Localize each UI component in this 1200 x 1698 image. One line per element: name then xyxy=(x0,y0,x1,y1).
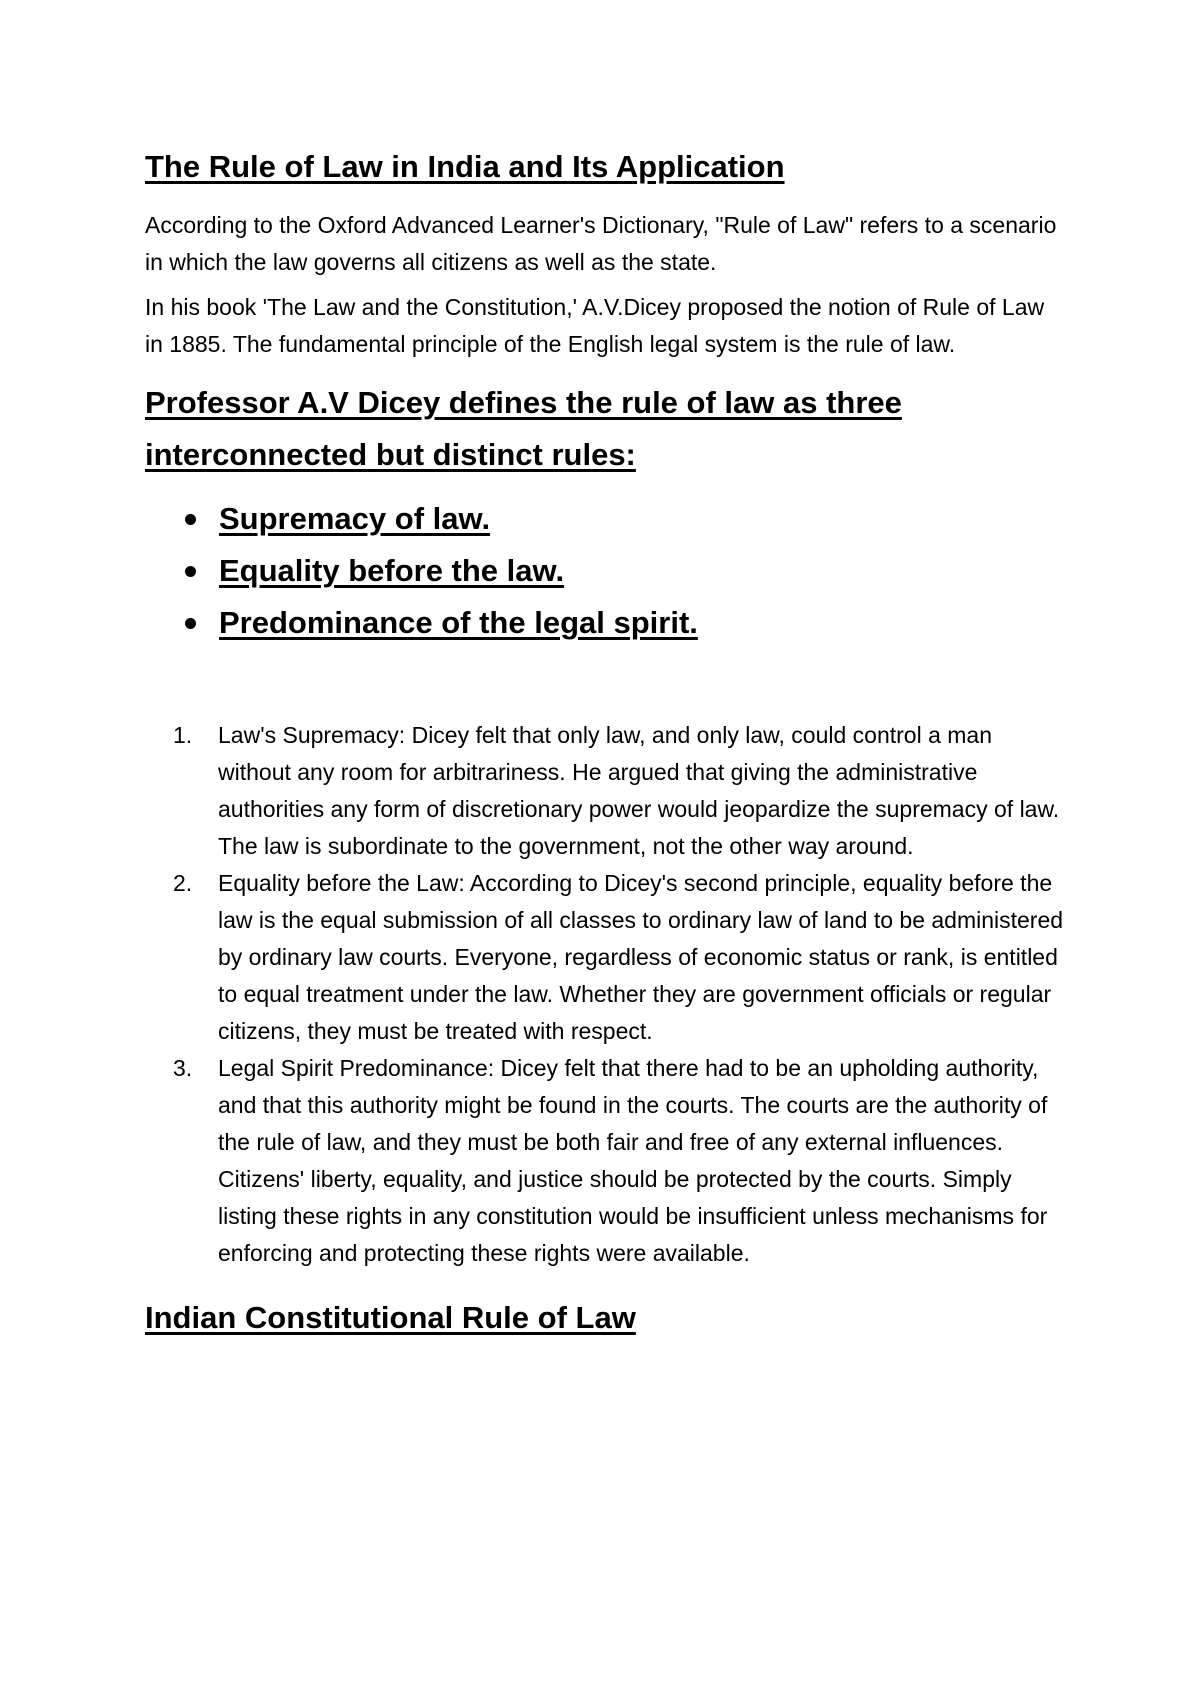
numbered-item xyxy=(173,865,1065,1050)
bullet-text: Predominance of the legal spirit. xyxy=(219,605,698,641)
bullet-item xyxy=(185,597,1065,649)
bullet-dot-icon xyxy=(185,514,196,525)
numbered-item xyxy=(173,1050,1065,1272)
rules-bullet-list xyxy=(145,493,1065,649)
bullet-dot-icon xyxy=(185,566,196,577)
intro-paragraph-dicey: In his book 'The Law and the Constitution,' A.V.Dicey proposed the notion of Rule of Law in 1885. The fundamental principle of the English legal system is the rule of law. xyxy=(145,294,1045,358)
section-heading-indian-constitution: Indian Constitutional Rule of Law xyxy=(145,1300,636,1336)
numbered-item-text: Legal Spirit Predominance: Dicey felt that there had to be an upholding authority, and that this authority might be found in the courts. The courts are the authority of the rule of law, and they must be both fair and free of any external influences. Citizens' liberty, equality, and justice should be protected by the courts. Simply listing these rights in any constitution would be insufficient unless mechanisms for enforcing and protecting these rights were available. xyxy=(218,1055,1048,1267)
list-number: 3. xyxy=(173,1055,193,1082)
bullet-dot-icon xyxy=(185,618,196,629)
bullet-item xyxy=(185,545,1065,597)
bullet-item xyxy=(185,493,1065,545)
document-title: The Rule of Law in India and Its Application xyxy=(145,149,785,184)
numbered-item xyxy=(173,717,1065,865)
bullet-text: Equality before the law. xyxy=(219,553,565,589)
document-page xyxy=(145,148,1065,1344)
list-number: 2. xyxy=(173,870,193,897)
list-number: 1. xyxy=(173,722,193,749)
section-heading-dicey-rules: Professor A.V Dicey defines the rule of law as three interconnected but distinct rules: xyxy=(145,385,902,473)
numbered-item-text: Equality before the Law: According to Dicey's second principle, equality before the law is the equal submission of all classes to ordinary law of land to be administered by ordinary law courts. Everyone, regardless of economic status or rank, is entitled to equal treatment under the law. Whether they are government officials or regular citizens, they must be treated with respect. xyxy=(218,870,1064,1045)
principles-numbered-list xyxy=(145,717,1065,1272)
bullet-text: Supremacy of law. xyxy=(219,501,491,537)
intro-paragraph-definition: According to the Oxford Advanced Learner's Dictionary, "Rule of Law" refers to a scenario in which the law governs all citizens as well as the state. xyxy=(145,212,1057,276)
numbered-item-text: Law's Supremacy: Dicey felt that only law, and only law, could control a man without any room for arbitrariness. He argued that giving the administrative authorities any form of discretionary power would jeopardize the supremacy of law. The law is subordinate to the government, not the other way around. xyxy=(218,722,1060,860)
